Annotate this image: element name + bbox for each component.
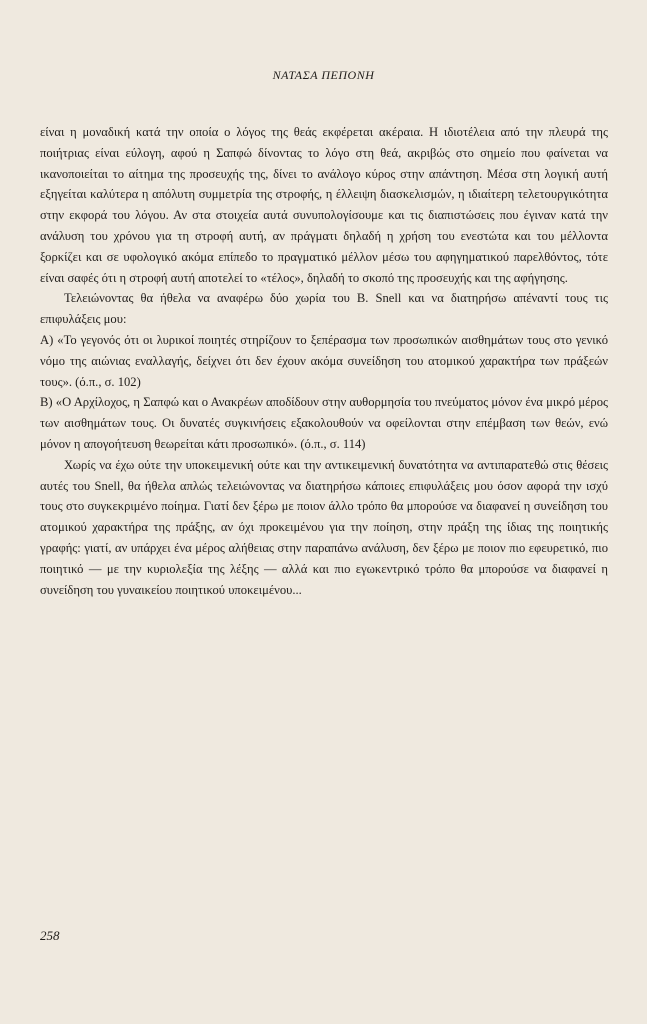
- paragraph-snell-intro: Τελειώνοντας θα ήθελα να αναφέρω δύο χωρία του Β. Snell και να διατηρήσω απέναντί τους τις επιφυλάξεις μου:: [40, 291, 608, 327]
- body-text: [40, 122, 608, 600]
- running-head: ΝΑΤΑΣΑ ΠΕΠΟΝΗ: [272, 68, 375, 82]
- quote-b: Β) «Ο Αρχίλοχος, η Σαπφώ και ο Ανακρέων αποδίδουν στην αυθορμησία του πνεύματος μόνον ένα μικρό μέρος των αισθημάτων τους. Οι δυνατές συγκινήσεις εξακολουθούν να οφείλονται στην επέμβαση των θεών, ενώ μόνον η απογοήτευση θεωρείται κάτι προσωπικό». (ό.π., σ. 114): [40, 395, 608, 451]
- paragraph-conclusion: Χωρίς να έχω ούτε την υποκειμενική ούτε και την αντικειμενική δυνατότητα να αντιπαρατεθώ στις θέσεις αυτές του Snell, θα ήθελα απλώς τελειώνοντας να διατηρήσω κάποιες επιφυλάξεις μου όσον αφορά την ισχύ τους στο συγκεκριμένο ποίημα. Γιατί δεν ξέρω με ποιον άλλο τρόπο θα μπορούσε να διαφανεί η συνείδηση του ατομικού χαρακτήρα της πράξης, αν όχι προκειμένου για την ποίηση, στην πράξη της ίδιας της ποιητικής γραφής: γιατί, αν υπάρχει ένα μέρος αλήθειας στην παραπάνω ανάλυση, δεν ξέρω με ποιον πιο εφευρετικό, πιο ποιητικό — με την κυριολεξία της λέξης — αλλά και πιο εγωκεντρικό τρόπο θα μπορούσε να διαφανεί η συνείδηση του γυναικείου ποιητικού υποκειμένου...: [40, 457, 608, 597]
- page-number: 258: [40, 928, 60, 943]
- quote-a: Α) «Το γεγονός ότι οι λυρικοί ποιητές στηρίζουν το ξεπέρασμα των προσωπικών αισθημάτων τους στο γενικό νόμο της αιώνιας εναλλαγής, δείχνει ότι δεν έχουν ακόμα συνείδηση του ατομικού χαρακτήρα των πράξεών τους». (ό.π., σ. 102): [40, 332, 608, 389]
- paragraph-analysis: είναι η μοναδική κατά την οποία ο λόγος της θεάς εκφέρεται ακέραια. Η ιδιοτέλεια από την πλευρά της ποιήτριας είναι εύλογη, αφού η Σαπφώ δίνοντας το λόγο στη θεά, ακριβώς στο σημείο που φαίνεται να ικανοποιείται το αίτημα της προσευχής της, δίνει το ανάλογο κύρος στην απάντηση. Μέσα στη λογική αυτή εξηγείται καλύτερα η απόλυτη συμμετρία της στροφής, η έλλειψη διασκελισμών, η ιδιαίτερη τελετουργικότητα στην εκφορά του λόγου. Αν στα στοιχεία αυτά συνυπολογίσουμε και τις διαπιστώσεις που έγιναν κατά την ανάλυση του χρόνου για τη στροφή αυτή, αν πράγματι δηλαδή η χρήση του ενεστώτα και του μέλλοντα ξορκίζει και σε υφολογικό ακόμα επίπεδο το πραγματικό μέλλον μέσω του αφηγηματικού παρελθόντος, τότε είναι σαφές ότι η στροφή αυτή αποτελεί το «τέλος», δηλαδή το σκοπό της προσευχής και της αφήγησης.: [40, 125, 608, 285]
